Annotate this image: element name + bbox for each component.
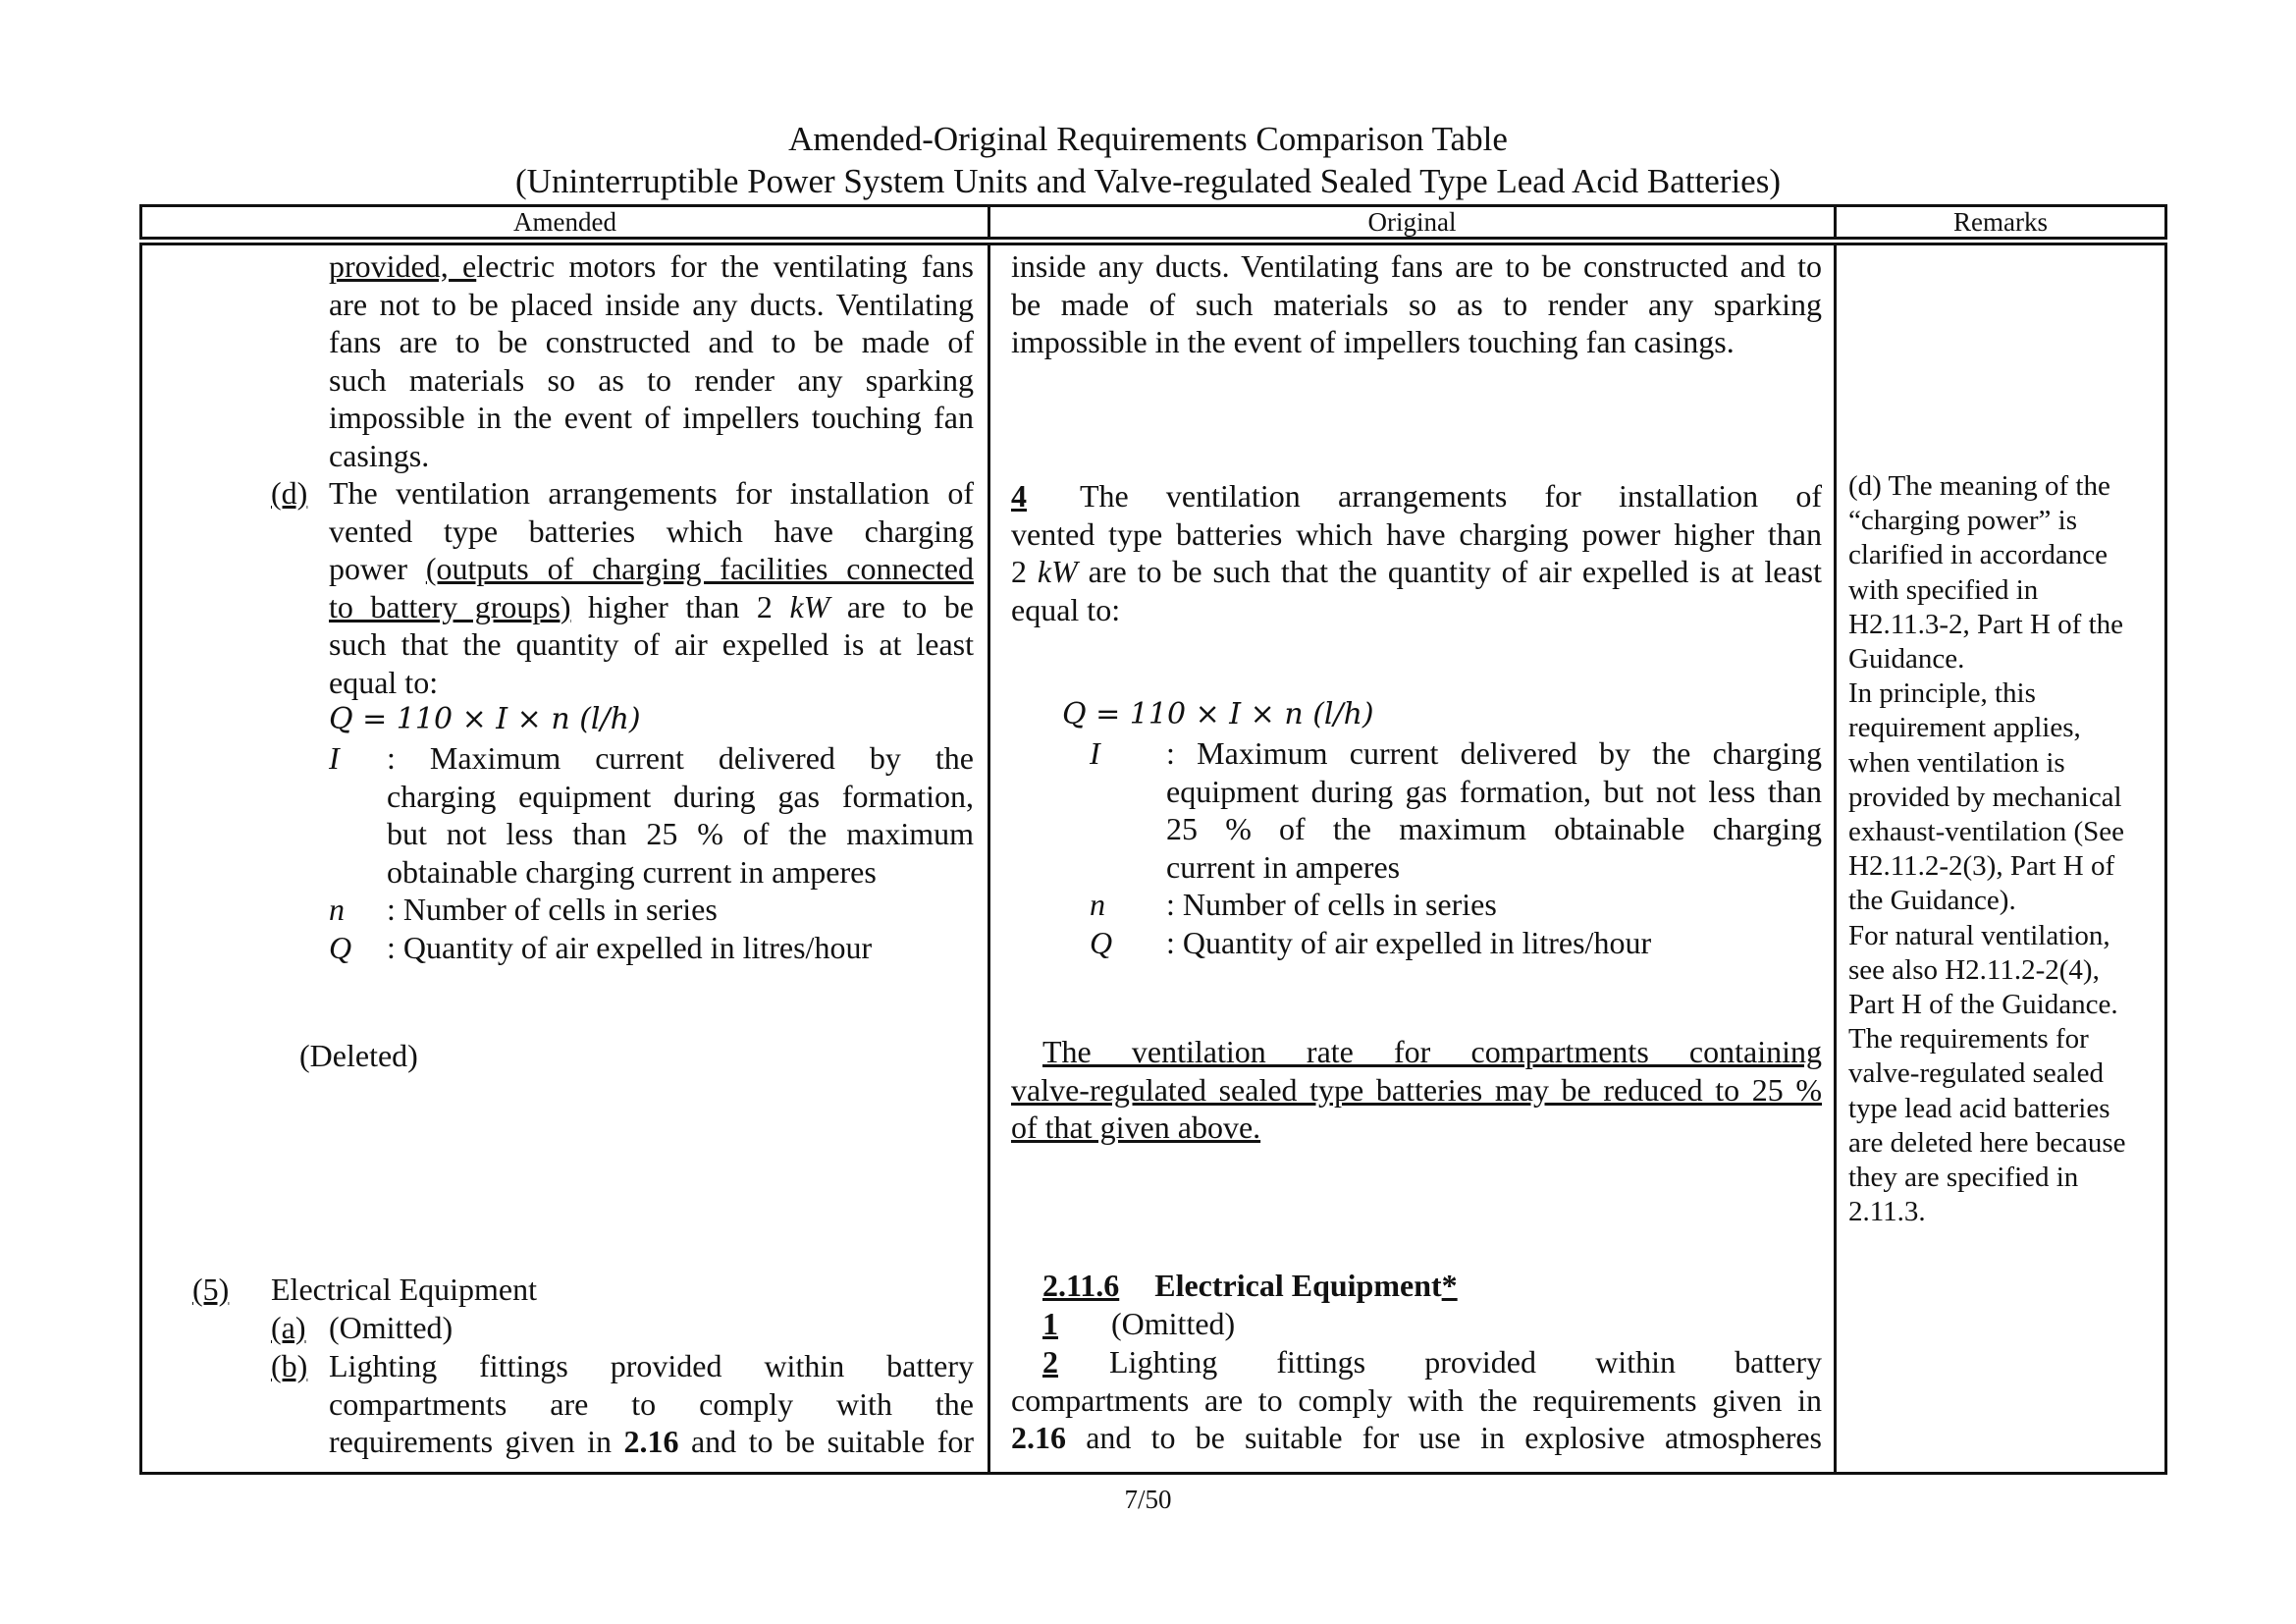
amended-d-line4-b: higher than 2 (570, 588, 790, 624)
original-var-Q: Q (1090, 925, 1113, 960)
amended-d-line: such that the quantity of air expelled is at least (329, 626, 974, 662)
original-fan-paragraph (1011, 247, 1822, 361)
column-header-amended: Amended (139, 204, 990, 240)
amended-var-I-line: obtainable charging current in amperes (387, 853, 877, 890)
amended-fan-line: fans are to be constructed and to be made of (329, 324, 974, 359)
original-formula: Q = 110 × I × n (l/h) (1062, 697, 1374, 731)
remarks-line: see also H2.11.2-2(4), (1848, 953, 2100, 986)
original-section-title: Electrical Equipment (1154, 1268, 1442, 1303)
amended-var-Q: Q (329, 930, 352, 965)
amended-var-I-line: but not less than 25 % of the maximum (387, 816, 974, 851)
original-var-I-line: : Maximum current delivered by the charging (1166, 735, 1822, 771)
remarks-line: 2.11.3. (1848, 1196, 1926, 1228)
amended-item-d-label: (d) (271, 475, 308, 511)
original-p4-line1: The ventilation arrangements for installation of (1080, 478, 1822, 514)
original-fan-line: inside any ducts. Ventilating fans are to be constructed and to (1011, 248, 1822, 284)
remarks-line: clarified in accordance (1848, 539, 2109, 571)
remarks-line: For natural ventilation, (1848, 919, 2110, 951)
original-var-Q-definition: : Quantity of air expelled in litres/hour (1166, 925, 1652, 960)
amended-fan-paragraph (329, 247, 974, 474)
amended-d-line: vented type batteries which have charging (329, 513, 974, 549)
original-n2-line1: Lighting fittings provided within battery (1109, 1344, 1822, 1380)
amended-item-b-label: (b) (271, 1348, 308, 1383)
original-vr-line: The ventilation rate for compartments containing (1042, 1034, 1822, 1069)
original-p4-line: vented type batteries which have charging power higher than (1011, 515, 1822, 552)
original-item-1-text: (Omitted) (1111, 1306, 1236, 1341)
amended-item-b-text (329, 1347, 974, 1461)
remarks-line: requirement applies, (1848, 712, 2081, 744)
amended-b-line: Lighting fittings provided within battery (329, 1348, 974, 1383)
remarks-line: In principle, this (1848, 677, 2036, 710)
remarks-line: when ventilation is (1848, 746, 2065, 779)
original-p4-line: equal to: (1011, 591, 1121, 627)
amended-item-a-text: (Omitted) (329, 1310, 454, 1345)
original-var-n: n (1090, 887, 1105, 922)
remarks-line: (d) The meaning of the (1848, 470, 2110, 502)
original-section-number: 2.11.6 (1042, 1268, 1120, 1303)
remarks-text (1848, 469, 2161, 1229)
original-var-I-line: equipment during gas formation, but not less than (1166, 773, 1822, 809)
amended-var-I-line: charging equipment during gas formation, (387, 778, 974, 814)
amended-deleted-note: (Deleted) (299, 1038, 418, 1073)
amended-fan-line: such materials so as to render any sparking (329, 361, 974, 398)
amended-d-unit: kW (789, 588, 830, 624)
original-var-I-definition (1166, 734, 1822, 886)
amended-section-5-label: (5) (192, 1272, 230, 1307)
original-item-2 (1011, 1343, 1822, 1457)
remarks-line: The requirements for (1848, 1023, 2089, 1056)
original-para-4-number: 4 (1011, 478, 1027, 514)
amended-item-a-label: (a) (271, 1310, 306, 1345)
amended-var-n: n (329, 892, 345, 927)
amended-var-I-definition (387, 739, 974, 891)
amended-underline-insert: provided, e (329, 248, 477, 284)
original-section-star: * (1441, 1268, 1458, 1303)
remarks-line: provided by mechanical (1848, 781, 2122, 813)
remarks-line: type lead acid batteries (1848, 1092, 2110, 1124)
amended-b-line3-a: requirements given in (329, 1424, 624, 1459)
amended-d-insert: to battery groups) (329, 588, 571, 624)
remarks-line: with specified in (1848, 573, 2039, 606)
original-p4-line3-b: are to be such that the quantity of air expelled is at least (1077, 554, 1823, 589)
amended-fan-line: are not to be placed inside any ducts. Ventilating (329, 286, 974, 322)
amended-d-line: The ventilation arrangements for installation of (329, 475, 974, 511)
original-n2-line: compartments are to comply with the requirements given in (1011, 1381, 1822, 1418)
amended-b-line: compartments are to comply with the (329, 1385, 974, 1422)
remarks-line: exhaust-ventilation (See (1848, 816, 2125, 848)
column-header-original: Original (988, 204, 1837, 240)
remarks-line: they are specified in (1848, 1162, 2079, 1194)
original-var-I: I (1090, 735, 1100, 771)
amended-item-d-text (329, 474, 974, 701)
original-para-4 (1011, 477, 1822, 628)
remarks-line: H2.11.2-2(3), Part H of (1848, 850, 2115, 883)
amended-var-I: I (329, 740, 340, 776)
original-fan-line: be made of such materials so as to render any sparking (1011, 286, 1822, 322)
page-number: 7/50 (1124, 1485, 1172, 1514)
original-item-2-number: 2 (1042, 1344, 1058, 1380)
amended-fan-line: impossible in the event of impellers touching fan (329, 400, 974, 435)
original-p4-line3-a: 2 (1011, 554, 1038, 589)
remarks-line: Guidance. (1848, 643, 1965, 676)
document-title: Amended-Original Requirements Comparison Table (788, 120, 1508, 158)
remarks-line: valve-regulated sealed (1848, 1057, 2105, 1090)
original-var-I-line: current in amperes (1166, 848, 1401, 885)
amended-fan-line: casings. (329, 437, 430, 473)
column-header-remarks: Remarks (1834, 204, 2167, 240)
amended-var-n-definition: : Number of cells in series (387, 892, 718, 927)
original-var-n-definition: : Number of cells in series (1166, 887, 1497, 922)
amended-section-5-title: Electrical Equipment (271, 1272, 537, 1307)
original-var-I-line: 25 % of the maximum obtainable charging (1166, 811, 1822, 846)
amended-b-reference: 2.16 (623, 1424, 679, 1459)
remarks-line: are deleted here because (1848, 1126, 2126, 1159)
remarks-line: H2.11.3-2, Part H of the (1848, 608, 2124, 640)
amended-var-Q-definition: : Quantity of air expelled in litres/hour (387, 930, 873, 965)
amended-d-line4-c: are to be (829, 588, 974, 624)
original-n2-line3: and to be suitable for use in explosive atmospheres (1066, 1420, 1822, 1455)
amended-formula: Q = 110 × I × n (l/h) (329, 702, 641, 736)
remarks-line: “charging power” is (1848, 505, 2077, 537)
document-subtitle: (Uninterruptible Power System Units and Valve-regulated Sealed Type Lead Acid Batteries) (515, 162, 1781, 200)
original-fan-line: impossible in the event of impellers touching fan casings. (1011, 324, 1735, 359)
original-p4-unit: kW (1037, 554, 1078, 589)
original-vr-line: valve-regulated sealed type batteries may be reduced to 25 % (1011, 1071, 1822, 1108)
amended-b-line3-c: and to be suitable for (678, 1424, 975, 1459)
original-vr-line: of that given above. (1011, 1110, 1261, 1145)
amended-fan-line1-rest: lectric motors for the ventilating fans (476, 248, 975, 284)
original-n2-reference: 2.16 (1011, 1420, 1066, 1455)
remarks-line: the Guidance). (1848, 885, 2016, 917)
original-item-1-number: 1 (1042, 1306, 1058, 1341)
original-section-2-11-6 (1042, 1267, 1458, 1305)
remarks-line: Part H of the Guidance. (1848, 989, 2118, 1021)
original-ventilation-rate-paragraph (1011, 1033, 1822, 1147)
amended-var-I-line: : Maximum current delivered by the (387, 740, 974, 776)
amended-d-insert: (outputs of charging facilities connected (425, 551, 975, 586)
amended-d-line3-a: power (329, 551, 426, 586)
amended-d-line: equal to: (329, 664, 439, 700)
